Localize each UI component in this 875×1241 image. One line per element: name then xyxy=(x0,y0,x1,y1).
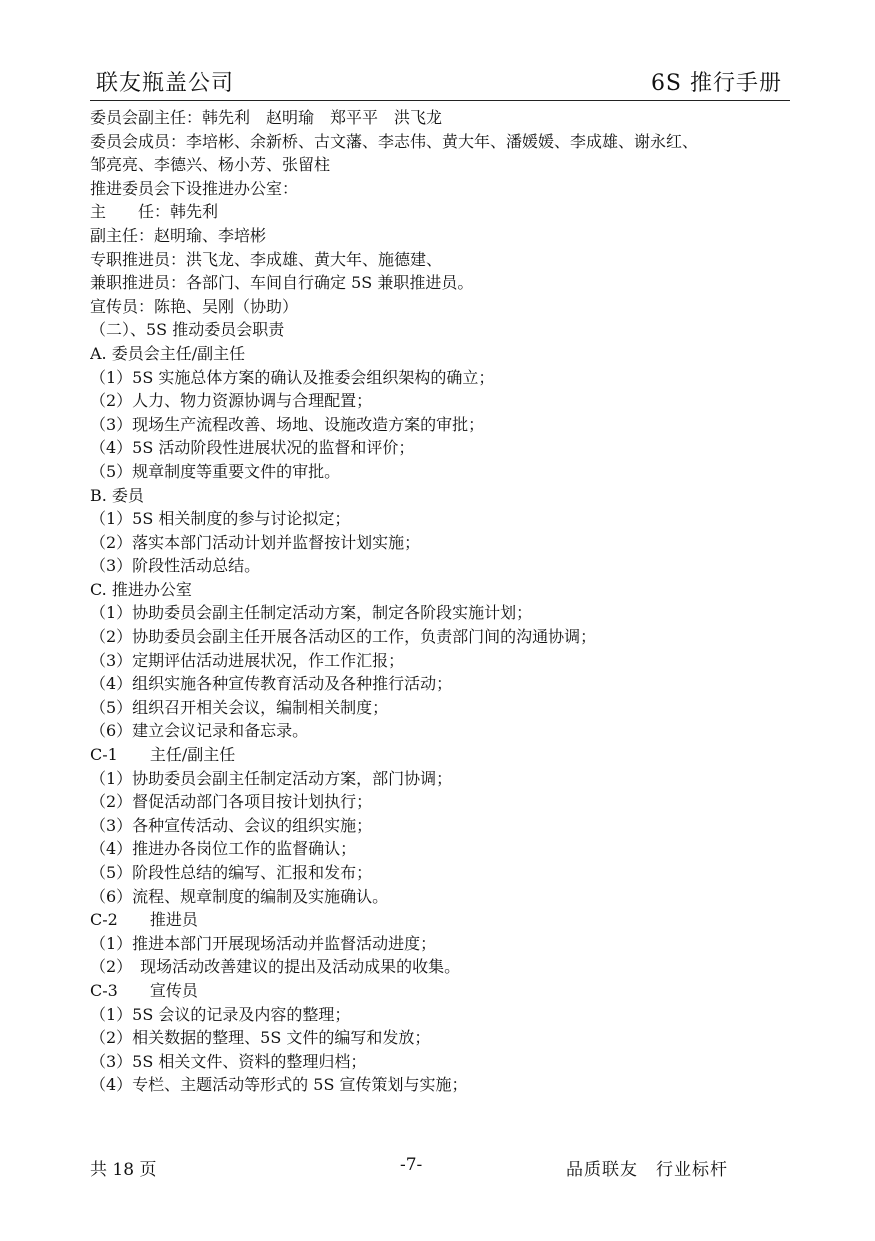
text-line: （1）5S 相关制度的参与讨论拟定； xyxy=(90,509,351,529)
company-name: 联友瓶盖公司 xyxy=(96,71,235,96)
text-line: 专职推进员：洪飞龙、李成雄、黄大年、施德建、 xyxy=(90,249,443,269)
text-line: （3）阶段性活动总结。 xyxy=(90,556,261,576)
text-line: （4）专栏、主题活动等形式的 5S 宣传策划与实施； xyxy=(90,1075,468,1095)
text-line: C-1 主任/副主任 xyxy=(90,745,236,765)
text-line: （1）协助委员会副主任制定活动方案，部门协调； xyxy=(90,768,453,788)
text-line: （2） 现场活动改善建议的提出及活动成果的收集。 xyxy=(90,957,461,977)
text-line: （3）各种宣传活动、会议的组织实施； xyxy=(90,815,373,835)
text-line: （4）推进办各岗位工作的监督确认； xyxy=(90,839,357,859)
page-header xyxy=(90,64,790,101)
text-line: 委员会成员：李培彬、余新桥、古文藩、李志伟、黄大年、潘媛媛、李成雄、谢永红、 xyxy=(90,131,699,151)
text-line: （3）5S 相关文件、资料的整理归档； xyxy=(90,1051,367,1071)
text-line: （1）协助委员会副主任制定活动方案，制定各阶段实施计划； xyxy=(90,603,533,623)
text-line: （6）流程、规章制度的编制及实施确认。 xyxy=(90,886,389,906)
text-line: （2）协助委员会副主任开展各活动区的工作，负责部门间的沟通协调； xyxy=(90,627,597,647)
manual-title: 6S 推行手册 xyxy=(650,71,782,96)
text-line: （3）定期评估活动进展状况，作工作汇报； xyxy=(90,650,405,670)
text-line: （二）、5S 推动委员会职责 xyxy=(90,320,285,340)
text-line: A. 委员会主任/副主任 xyxy=(90,343,246,363)
text-line: （4）组织实施各种宣传教育活动及各种推行活动； xyxy=(90,674,453,694)
footer-slogan: 品质联友 行业标杆 xyxy=(566,1160,728,1180)
text-line: 宣传员：陈艳、吴刚（协助） xyxy=(90,296,299,316)
text-line: （4）5S 活动阶段性进展状况的监督和评价； xyxy=(90,438,415,458)
page-number: -7- xyxy=(400,1155,423,1175)
text-line: 兼职推进员：各部门、车间自行确定 5S 兼职推进员。 xyxy=(90,273,474,293)
text-line: （5）组织召开相关会议，编制相关制度； xyxy=(90,697,389,717)
text-line: 副主任：赵明瑜、李培彬 xyxy=(90,225,267,245)
text-line: （2）相关数据的整理、5S 文件的编写和发放； xyxy=(90,1028,431,1048)
text-line: （2）督促活动部门各项目按计划执行； xyxy=(90,792,373,812)
text-line: C-3 宣传员 xyxy=(90,980,198,1000)
text-line: 委员会副主任：韩先利 赵明瑜 郑平平 洪飞龙 xyxy=(90,108,443,127)
text-line: 主 任：韩先利 xyxy=(90,202,219,222)
text-line: 邹亮亮、李德兴、杨小芳、张留柱 xyxy=(90,155,331,175)
text-line: （6）建立会议记录和备忘录。 xyxy=(90,721,309,741)
text-line: （1）5S 实施总体方案的确认及推委会组织架构的确立； xyxy=(90,367,495,387)
text-line: C-2 推进员 xyxy=(90,910,198,930)
text-line: （2）人力、物力资源协调与合理配置； xyxy=(90,391,373,411)
text-line: （3）现场生产流程改善、场地、设施改造方案的审批； xyxy=(90,414,485,434)
text-line: （2）落实本部门活动计划并监督按计划实施； xyxy=(90,532,421,552)
text-line: （5）规章制度等重要文件的审批。 xyxy=(90,461,341,481)
total-pages: 共 18 页 xyxy=(90,1160,157,1180)
text-line: C. 推进办公室 xyxy=(90,579,192,599)
document-body xyxy=(90,106,790,1097)
text-line: （1）5S 会议的记录及内容的整理； xyxy=(90,1004,351,1024)
text-line: B. 委员 xyxy=(90,485,144,505)
text-line: 推进委员会下设推进办公室： xyxy=(90,178,299,198)
page-footer xyxy=(90,1155,790,1181)
text-line: （5）阶段性总结的编写、汇报和发布； xyxy=(90,863,373,882)
text-line: （1）推进本部门开展现场活动并监督活动进度； xyxy=(90,933,437,953)
